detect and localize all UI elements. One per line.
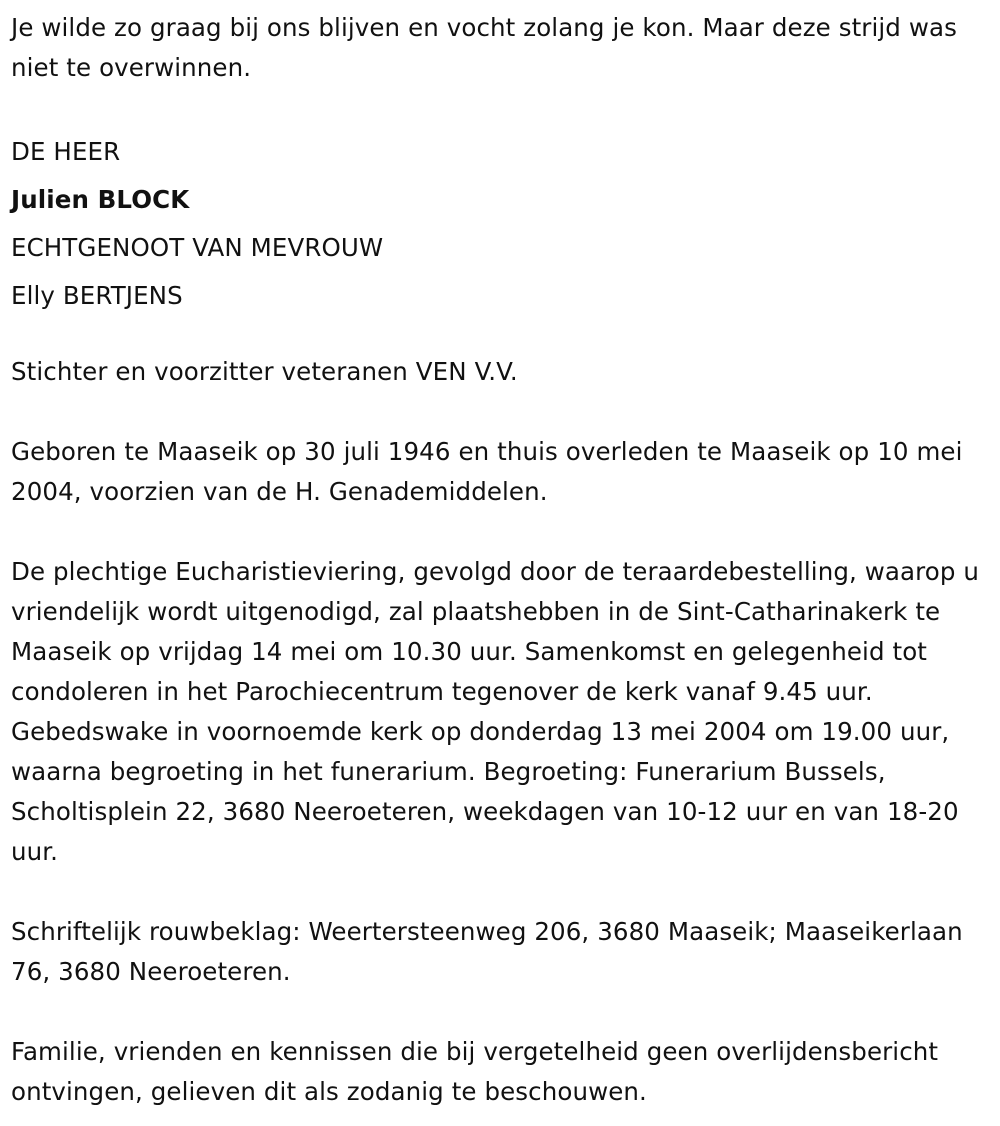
- spacer: [11, 392, 986, 432]
- condolence-paragraph: Schriftelijk rouwbeklag: Weertersteenweg 206, 3680 Maaseik; Maaseikerlaan 76, 3680 Neeroeteren.: [11, 917, 963, 986]
- spacer: [11, 88, 986, 128]
- relation-line: ECHTGENOOT VAN MEVROUW: [11, 233, 384, 262]
- birth-death-paragraph: Geboren te Maaseik op 30 juli 1946 en thuis overleden te Maaseik op 10 mei 2004, voorzien van de H. Genademiddelen.: [11, 437, 963, 506]
- spacer: [11, 320, 986, 352]
- spacer: [11, 512, 986, 552]
- salutation: DE HEER: [11, 137, 121, 166]
- spacer: [11, 992, 986, 1032]
- closing-paragraph: Familie, vrienden en kennissen die bij vergetelheid geen overlijdensbericht ontvingen, gelieven dit als zodanig te beschouwen.: [11, 1037, 939, 1106]
- role-paragraph: Stichter en voorzitter veteranen VEN V.V.: [11, 357, 518, 386]
- deceased-name: Julien BLOCK: [11, 185, 190, 214]
- ceremony-paragraph: De plechtige Eucharistieviering, gevolgd door de teraardebestelling, waarop u vriendelijk wordt uitgenodigd, zal plaatshebben in de Sint-Catharinakerk te Maaseik op vrijdag 14 mei om 10.30 uur. Samenkomst en gelegenheid tot condoleren in het Parochiecentrum tegenover de kerk vanaf 9.45 uur. Gebedswake in voornoemde kerk op donderdag 13 mei 2004 om 19.00 uur, waarna begroeting in het funerarium. Begroeting: Funerarium Bussels, Scholtisplein 22, 3680 Neeroeteren, weekdagen van 10-12 uur en van 18-20 uur.: [11, 557, 980, 866]
- spacer: [11, 872, 986, 912]
- intro-paragraph: Je wilde zo graag bij ons blijven en vocht zolang je kon. Maar deze strijd was niet te overwinnen.: [11, 13, 957, 82]
- obituary-text: [11, 8, 986, 1112]
- spouse-name: Elly BERTJENS: [11, 281, 183, 310]
